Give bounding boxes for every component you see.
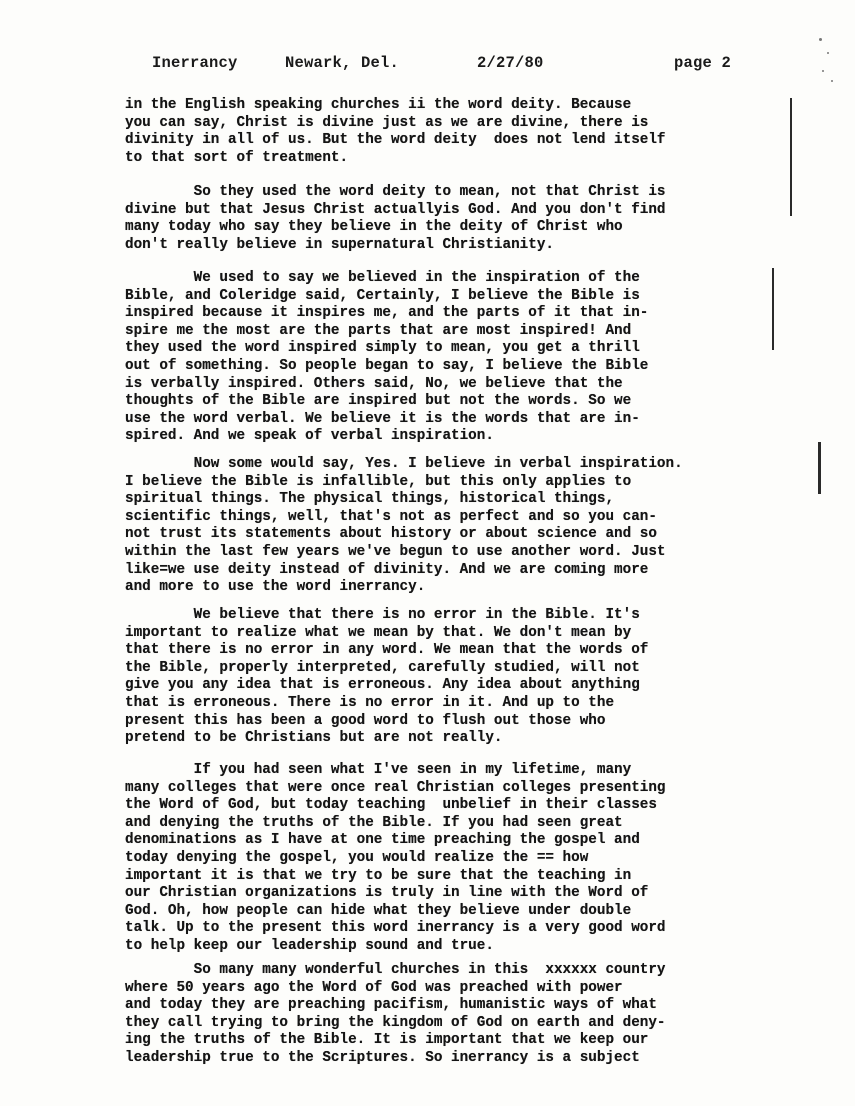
paragraph-deity-english: in the English speaking churches ii the word deity. Because you can say, Christ is divine just as we are divine, there is divinity in all of us. But the word deity does not lend itself to that sort of treatment. <box>125 97 666 166</box>
header-date: 2/27/80 <box>477 54 544 72</box>
margin-line-3 <box>818 442 821 494</box>
paragraph-deity-meaning: So they used the word deity to mean, not that Christ is divine but that Jesus Christ actuallyis God. And you don't find many today who say they believe in the deity of Christ who don't really believe in supernatural Christianity. <box>125 184 666 253</box>
margin-line-2 <box>772 268 774 350</box>
margin-line-1 <box>790 98 792 216</box>
scan-specks <box>813 30 843 100</box>
header-place: Newark, Del. <box>285 54 400 72</box>
page-header <box>0 54 855 78</box>
paragraph-colleges: If you had seen what I've seen in my lifetime, many many colleges that were once real Christian colleges presenting the Word of God, but today teaching unbelief in their classes and denying the truths of the Bible. If you had seen great denominations as I have at one time preaching the gospel and today denying the gospel, you would realize the == how important it is that we try to be sure that the teaching in our Christian organizations is truly in line with the Word of God. Oh, how people can hide what they believe under double talk. Up to the present this word inerrancy is a very good word to help keep our leadership sound and true. <box>125 762 666 954</box>
paragraph-no-error: We believe that there is no error in the Bible. It's important to realize what we mean by that. We don't mean by that there is no error in any word. We mean that the words of the Bible, properly interpreted, carefully studied, will not give you any idea that is erroneous. Any idea about anything that is erroneous. There is no error in it. And up to the present this has been a good word to flush out those who pretend to be Christians but are not really. <box>125 607 649 747</box>
header-page-number: page 2 <box>674 54 732 72</box>
paragraph-churches: So many many wonderful churches in this xxxxxx country where 50 years ago the Word of God was preached with power and today they are preaching pacifism, humanistic ways of what they call trying to bring the kingdom of God on earth and deny- ing the truths of the Bible. It is important that we keep our leadership true to the Scriptures. So inerrancy is a subject <box>125 962 666 1066</box>
paragraph-infallible: Now some would say, Yes. I believe in verbal inspiration. I believe the Bible is infallible, but this only applies to spiritual things. The physical things, historical things, scientific things, well, that's not as perfect and so you can- not trust its statements about history or about science and so within the last few years we've begun to use another word. Just like=we use deity instead of divinity. And we are coming more and more to use the word inerrancy. <box>125 456 683 596</box>
paragraph-inspiration: We used to say we believed in the inspiration of the Bible, and Coleridge said, Certainly, I believe the Bible is inspired because it inspires me, and the parts of it that in- spire me the most are the parts that are most inspired! And they used the word inspired simply to mean, you get a thrill out of something. So people began to say, I believe the Bible is verbally inspired. Others said, No, we believe that the thoughts of the Bible are inspired but not the words. So we use the word verbal. We believe it is the words that are in- spired. And we speak of verbal inspiration. <box>125 270 649 445</box>
header-title: Inerrancy <box>152 54 238 72</box>
